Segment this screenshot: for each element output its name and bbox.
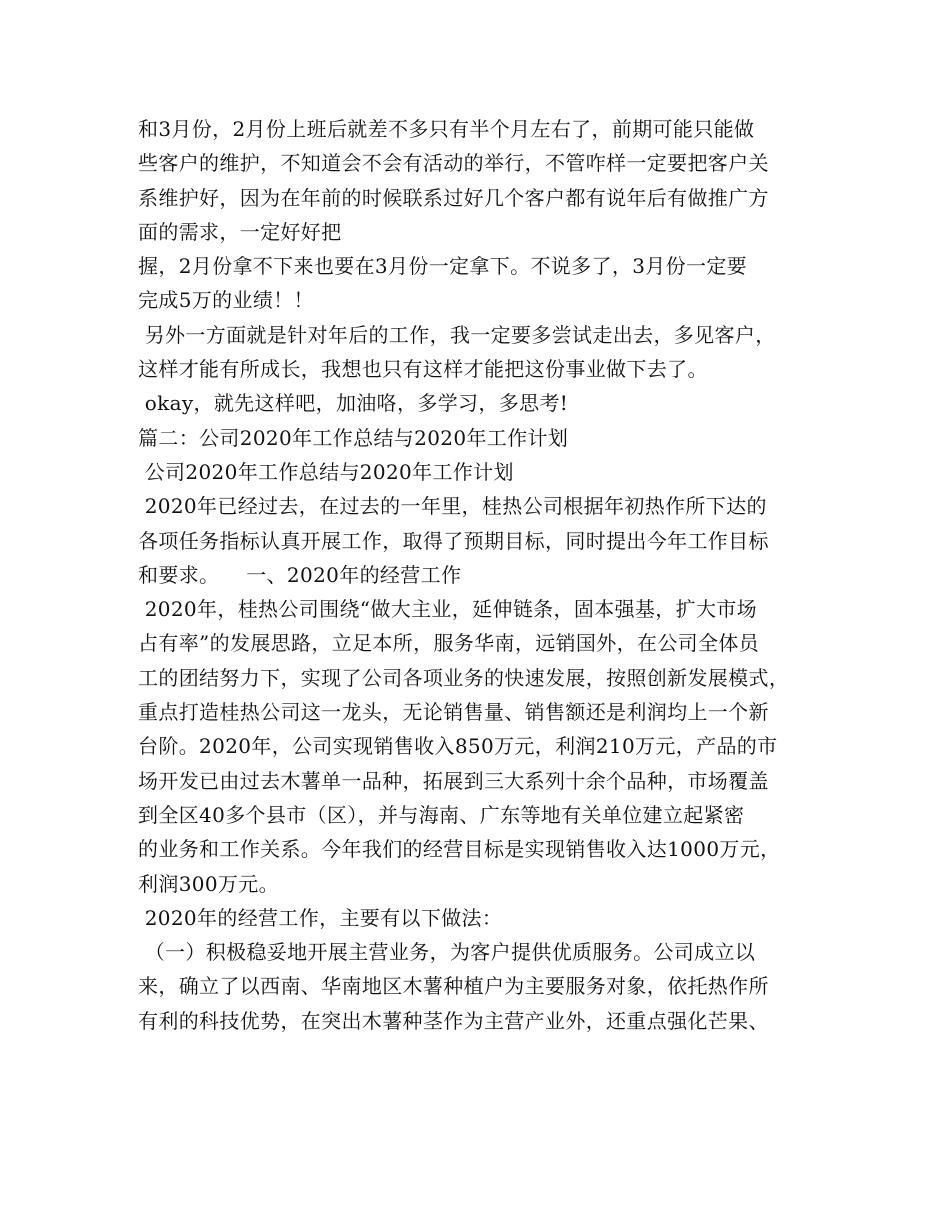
document-text-body — [138, 112, 838, 1038]
text-line: 面的需求，一定好好把 — [138, 219, 342, 244]
text-line: 和3月份，2月份上班后就差不多只有半个月左右了，前期可能只能做 — [138, 117, 755, 141]
text-line: 来，确立了以西南、华南地区木薯种植户为主要服务对象，依托热作所 — [138, 974, 769, 999]
text-line: 2020年的经营工作，主要有以下做法： — [138, 905, 503, 930]
text-line: 台阶。2020年，公司实现销售收入850万元，利润210万元，产品的市 — [138, 734, 778, 759]
text-line: （一）积极稳妥地开展主营业务，为客户提供优质服务。公司成立以 — [138, 940, 756, 965]
text-line: 利润300万元。 — [138, 871, 279, 896]
text-line: 有利的科技优势，在突出木薯种茎作为主营产业外，还重点强化芒果、 — [138, 1008, 769, 1033]
text-line: 系维护好，因为在年前的时候联系过好几个客户都有说年后有做推广方 — [138, 185, 769, 210]
text-line: 这样才能有所成长，我想也只有这样才能把这份事业做下去了。 — [138, 357, 708, 382]
text-line: 和要求。 一、2020年的经营工作 — [138, 562, 462, 587]
text-line: 2020年，桂热公司围绕“做大主业，延伸链条，固本强基，扩大市场 — [138, 597, 758, 622]
text-line: 另外一方面就是针对年后的工作，我一定要多尝试走出去，多见客户， — [138, 322, 776, 347]
text-line: 到全区40多个县市（区），并与海南、广东等地有关单位建立起紧密 — [138, 802, 745, 827]
document-subtitle: 公司2020年工作总结与2020年工作计划 — [138, 459, 514, 484]
text-line: 2020年已经过去，在过去的一年里，桂热公司根据年初热作所下达的 — [138, 494, 767, 519]
text-line: okay，就先这样吧，加油咯，多学习，多思考! — [138, 391, 569, 416]
text-line: 场开发已由过去木薯单一品种，拓展到三大系列十余个品种，市场覆盖 — [138, 768, 769, 793]
text-line: 握，2月份拿不下来也要在3月份一定拿下。不说多了，3月份一定要 — [138, 254, 748, 279]
text-line: 些客户的维护，不知道会不会有活动的举行，不管咋样一定要把客户关 — [138, 151, 769, 176]
text-line: 的业务和工作关系。今年我们的经营目标是实现销售收入达1000万元， — [138, 837, 781, 862]
text-line: 完成5万的业绩！！ — [138, 288, 314, 313]
text-line: 重点打造桂热公司这一龙头，无论销售量、销售额还是利润均上一个新 — [138, 700, 769, 725]
text-line: 占有率”的发展思路，立足本所，服务华南，远销国外，在公司全体员 — [138, 631, 760, 656]
text-line: 各项任务指标认真开展工作，取得了预期目标，同时提出今年工作目标 — [138, 528, 769, 553]
section-heading: 篇二：公司2020年工作总结与2020年工作计划 — [138, 425, 569, 450]
text-line: 工的团结努力下，实现了公司各项业务的快速发展，按照创新发展模式， — [138, 665, 790, 690]
